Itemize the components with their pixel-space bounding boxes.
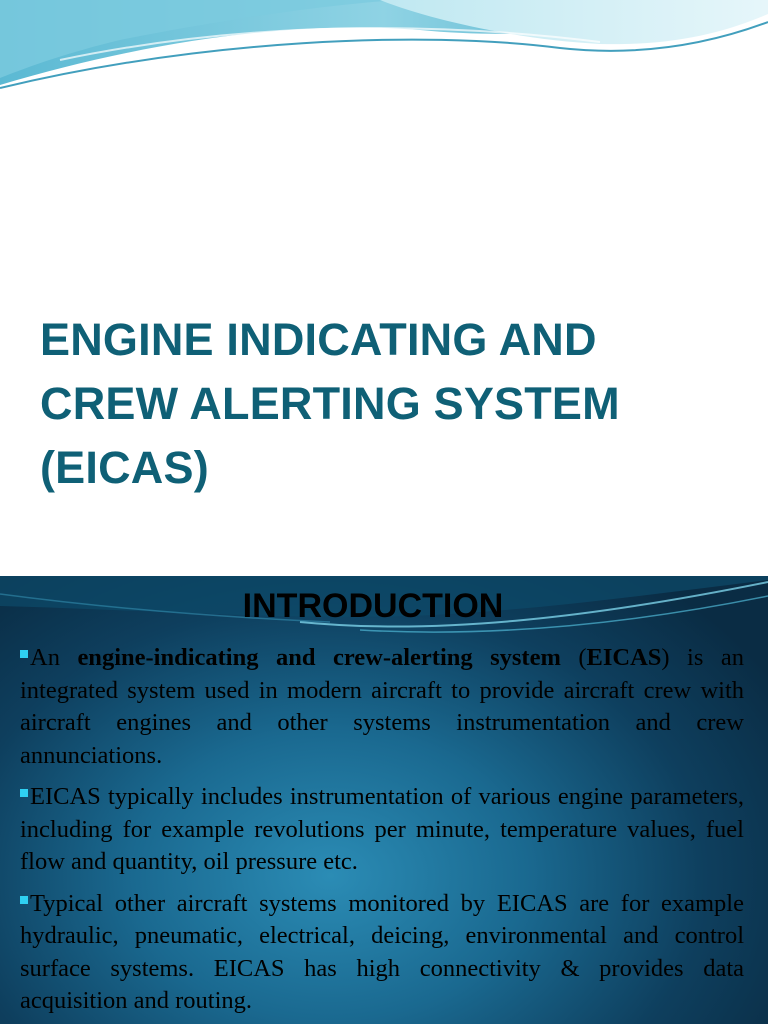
bullet-list: [20, 642, 744, 1024]
section-heading: INTRODUCTION: [242, 587, 504, 625]
slide-title: [40, 308, 740, 500]
bold-acronym: EICAS: [586, 644, 662, 671]
header-wave-decoration: [0, 0, 768, 100]
square-bullet-icon: [20, 789, 28, 797]
list-item: EICAS typically includes instrumentation of various engine parameters, including for example revolutions per minute, temperature values, fuel flow and quantity, oil pressure etc.: [20, 783, 744, 875]
square-bullet-icon: [20, 896, 28, 904]
square-bullet-icon: [20, 650, 28, 658]
title-line-2: CREW ALERTING SYSTEM: [40, 378, 620, 429]
list-item: An engine-indicating and crew-alerting system (EICAS) is an integrated system used in modern aircraft to provide aircraft crew with aircraft engines and other systems instrumentation and crew annunciations.: [20, 644, 744, 769]
title-line-3: (EICAS): [40, 442, 209, 493]
bold-term: engine-indicating and crew-alerting system: [77, 644, 561, 671]
introduction-slide: [0, 576, 768, 1024]
title-line-1: ENGINE INDICATING AND: [40, 314, 597, 365]
list-item: Typical other aircraft systems monitored by EICAS are for example hydraulic, pneumatic, electrical, deicing, environmental and control surface systems. EICAS has high connectivity & provides data acquisition and routing.: [20, 889, 744, 1014]
